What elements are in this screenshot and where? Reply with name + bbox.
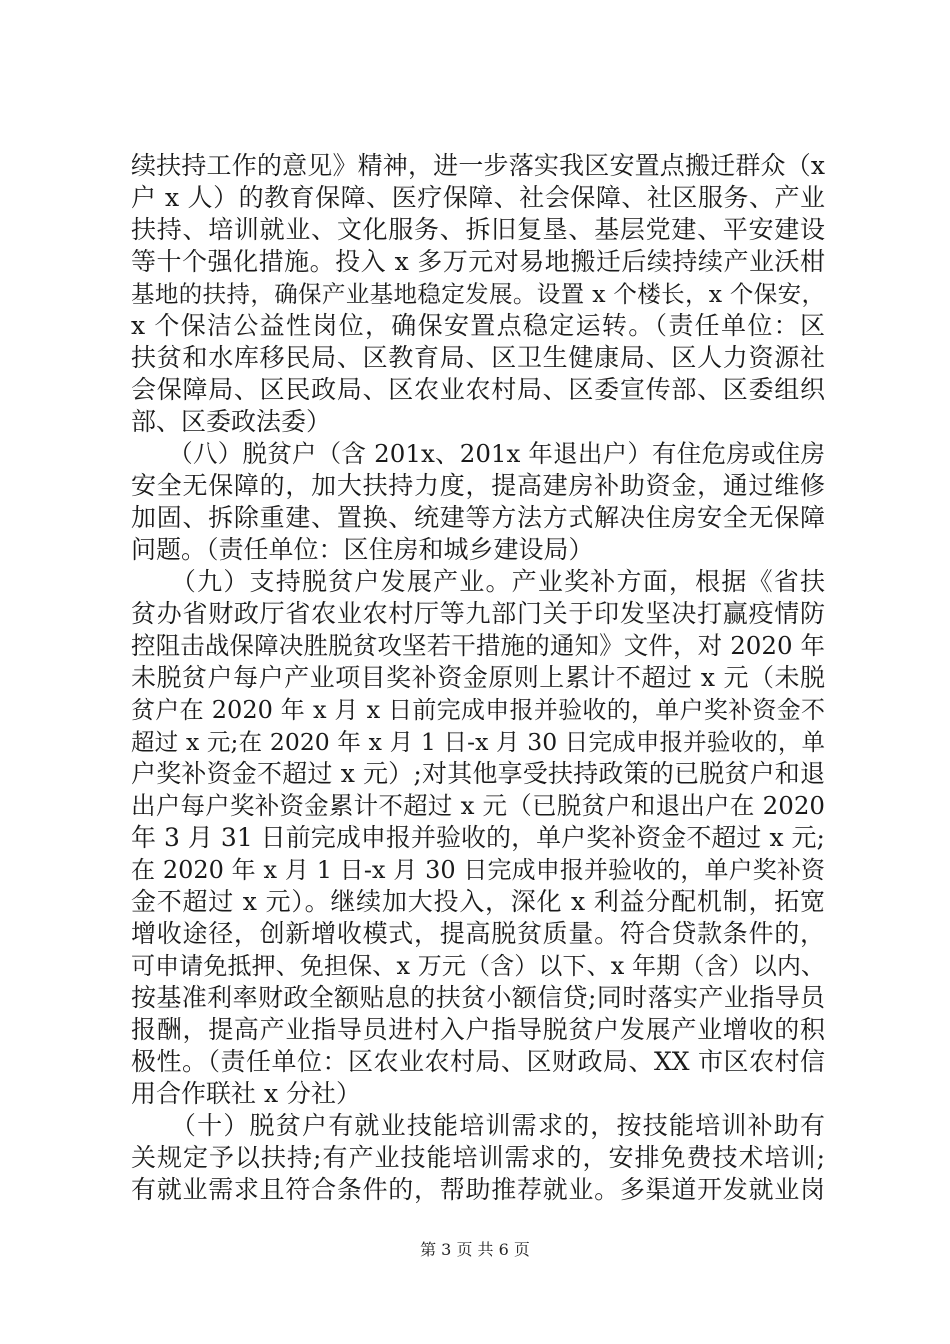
text-line: 等十个强化措施。投入 x 多万元对易地搬迁后续持续产业沃柑 [131, 247, 825, 276]
text-line: 未脱贫户每户产业项目奖补资金原则上累计不超过 x 元（未脱 [131, 663, 825, 692]
text-line: 户奖补资金不超过 x 元）;对其他享受扶持政策的已脱贫户和退 [131, 759, 825, 788]
text-line: 户 x 人）的教育保障、医疗保障、社会保障、社区服务、产业 [131, 183, 825, 212]
text-line: （八）脱贫户（含 201x、201x 年退出户）有住危房或住房 [131, 439, 825, 468]
text-line: 问题。（责任单位：区住房和城乡建设局） [131, 535, 594, 564]
text-line: 控阻击战保障决胜脱贫攻坚若干措施的通知》文件，对 2020 年 [131, 631, 825, 660]
text-line: 报酬，提高产业指导员进村入户指导脱贫户发展产业增收的积 [131, 1015, 825, 1044]
text-line: 会保障局、区民政局、区农业农村局、区委宣传部、区委组织 [131, 375, 825, 404]
text-line: 贫办省财政厅省农业农村厅等九部门关于印发坚决打赢疫情防 [131, 599, 825, 628]
text-line: （十）脱贫户有就业技能培训需求的，按技能培训补助有 [131, 1111, 825, 1140]
text-line: 贫户在 2020 年 x 月 x 日前完成申报并验收的，单户奖补资金不 [131, 696, 825, 724]
page-footer: 第 3 页 共 6 页 [420, 1240, 530, 1259]
text-line: 加固、拆除重建、置换、统建等方法方式解决住房安全无保障 [131, 503, 825, 532]
text-line: 续扶持工作的意见》精神，进一步落实我区安置点搬迁群众（x [131, 151, 825, 180]
text-line: 极性。（责任单位：区农业农村局、区财政局、XX 市区农村信 [131, 1047, 825, 1076]
text-line: 用合作联社 x 分社） [131, 1079, 361, 1108]
text-line: 可申请免抵押、免担保、x 万元（含）以下、x 年期（含）以内、 [131, 952, 825, 980]
text-line: 扶贫和水库移民局、区教育局、区卫生健康局、区人力资源社 [131, 343, 825, 372]
text-line: 按基准利率财政全额贴息的扶贫小额信贷;同时落实产业指导员 [131, 983, 825, 1012]
text-line: 出户每户奖补资金累计不超过 x 元（已脱贫户和退出户在 2020 [131, 791, 825, 820]
text-line: 扶持、培训就业、文化服务、拆旧复垦、基层党建、平安建设 [131, 215, 825, 244]
text-line: 安全无保障的，加大扶持力度，提高建房补助资金，通过维修 [131, 471, 825, 500]
text-line: 在 2020 年 x 月 1 日-x 月 30 日完成申报并验收的，单户奖补资 [131, 856, 825, 884]
text-line: 金不超过 x 元）。继续加大投入，深化 x 利益分配机制，拓宽 [131, 887, 825, 916]
text-line: （九）支持脱贫户发展产业。产业奖补方面，根据《省扶 [131, 567, 825, 596]
text-line: 部、区委政法委） [131, 407, 332, 436]
document-body [131, 150, 825, 1206]
text-line: 关规定予以扶持;有产业技能培训需求的，安排免费技术培训; [131, 1143, 825, 1172]
text-line: 增收途径，创新增收模式，提高脱贫质量。符合贷款条件的， [131, 919, 825, 948]
text-line: 超过 x 元;在 2020 年 x 月 1 日-x 月 30 日完成申报并验收的，单 [131, 728, 825, 756]
text-line: 年 3 月 31 日前完成申报并验收的，单户奖补资金不超过 x 元; [131, 823, 825, 852]
text-line: 有就业需求且符合条件的，帮助推荐就业。多渠道开发就业岗 [131, 1175, 825, 1204]
text-line: 基地的扶持，确保产业基地稳定发展。设置 x 个楼长，x 个保安， [131, 280, 825, 308]
text-line: x 个保洁公益性岗位，确保安置点稳定运转。（责任单位：区 [131, 311, 825, 340]
